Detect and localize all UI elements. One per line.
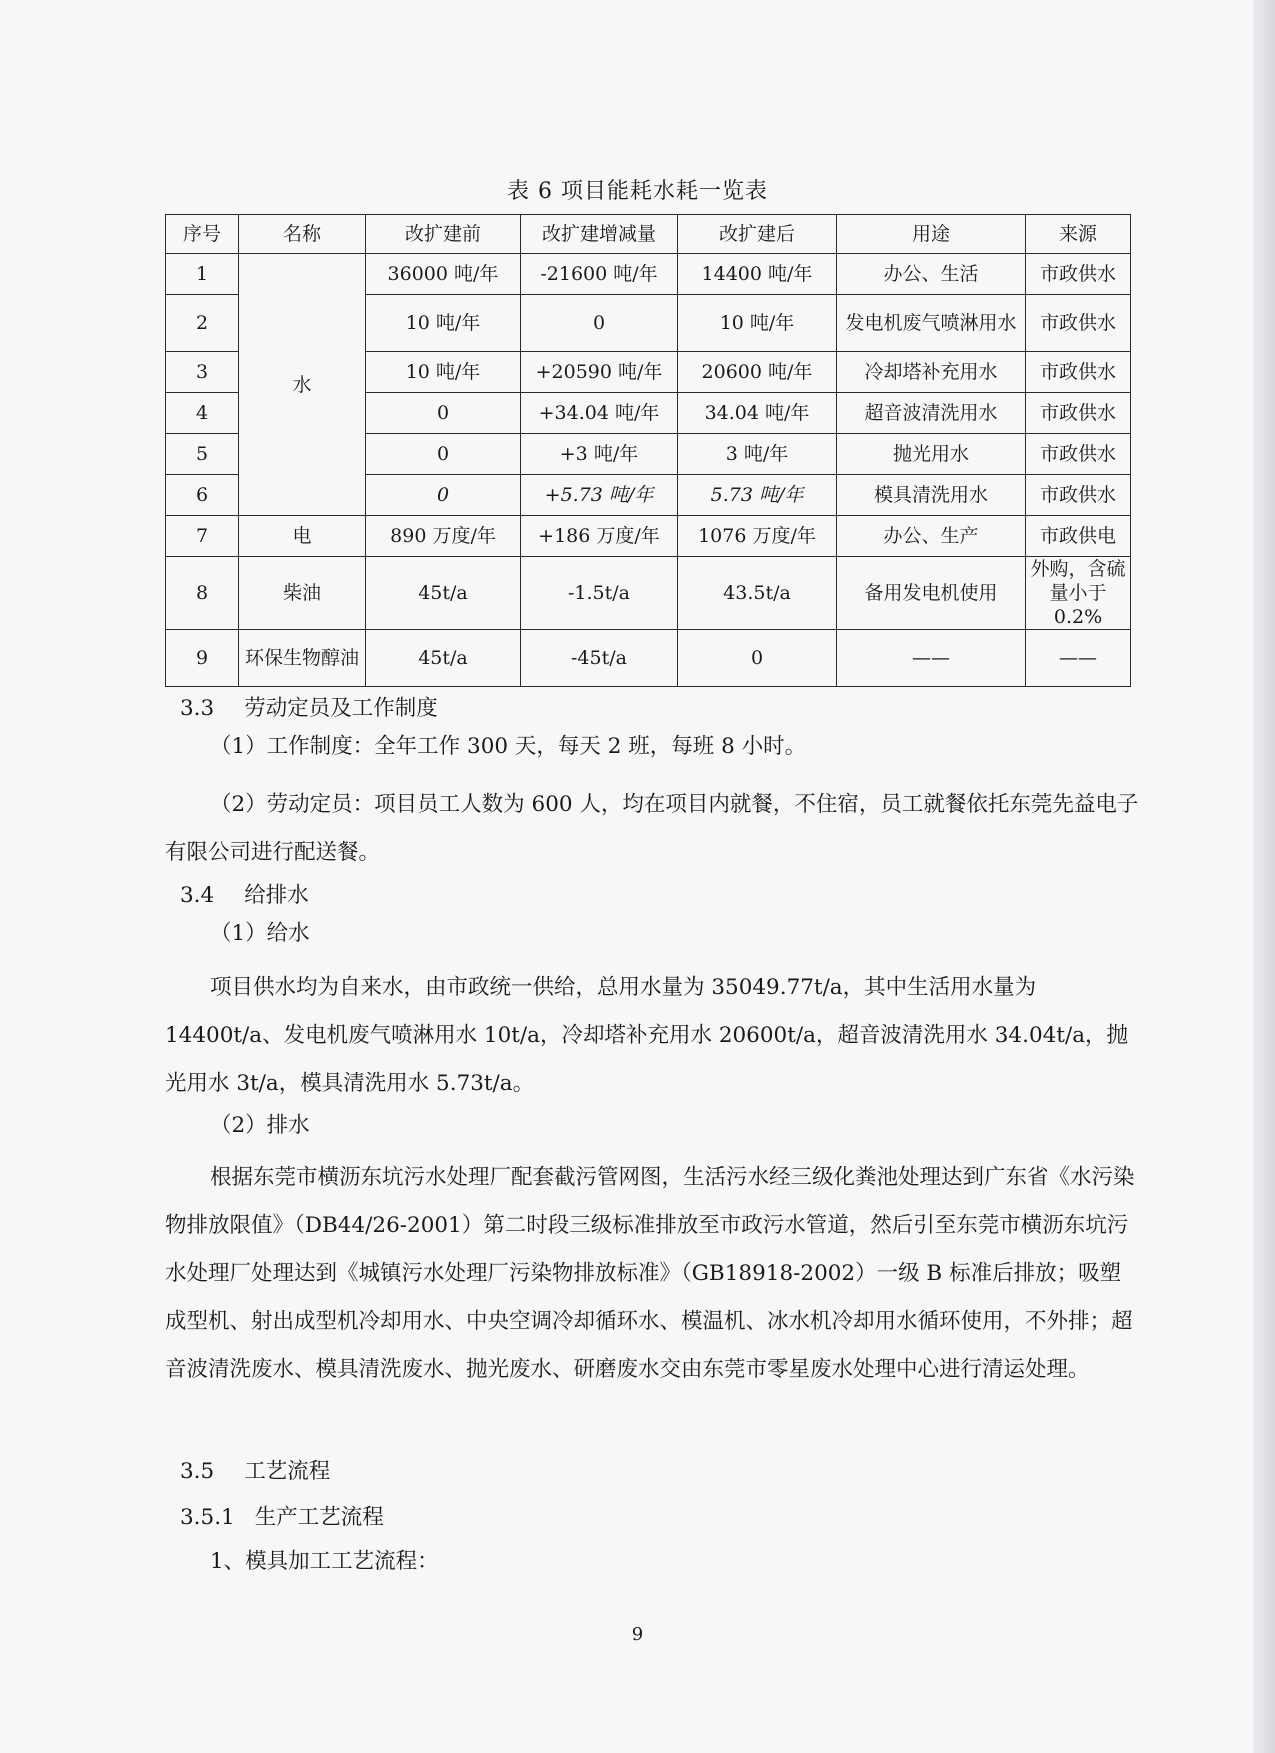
cell-use: 备用发电机使用 — [837, 557, 1026, 630]
work-schedule-text: （1）工作制度：全年工作 300 天，每天 2 班，每班 8 小时。 — [210, 734, 807, 759]
cell-before: 890 万度/年 — [366, 516, 521, 557]
section-number: 3.5 — [180, 1459, 215, 1484]
cell-source: 市政供电 — [1026, 516, 1131, 557]
cell-before: 45t/a — [366, 557, 521, 630]
cell-after: 10 吨/年 — [678, 295, 837, 352]
cell-use: 发电机废气喷淋用水 — [837, 295, 1026, 352]
cell-source: 市政供水 — [1026, 434, 1131, 475]
cell-before: 36000 吨/年 — [366, 254, 521, 295]
cell-change: -45t/a — [521, 630, 678, 687]
section-3-3-heading — [180, 691, 438, 722]
cell-change: +5.73 吨/年 — [521, 475, 678, 516]
table-row — [166, 516, 1131, 557]
cell-use: 办公、生产 — [837, 516, 1026, 557]
section-3-5-1-heading — [180, 1500, 384, 1531]
page-edge — [1253, 0, 1275, 1753]
cell-no: 1 — [166, 254, 239, 295]
cell-change: +186 万度/年 — [521, 516, 678, 557]
cell-source: —— — [1026, 630, 1131, 687]
cell-no: 4 — [166, 393, 239, 434]
cell-name: 柴油 — [239, 557, 366, 630]
drainage-text: 根据东莞市横沥东坑污水处理厂配套截污管网图，生活污水经三级化粪池处理达到广东省《水污染物排放限值》（DB44/26-2001）第二时段三级标准排放至市政污水管道，然后引至东莞市横沥东坑污水处理厂处理达到《城镇污水处理厂污染物排放标准》（GB18918-2002）一级 B 标准后排放；吸塑成型机、射出成型机冷却用水、中央空调冷却循环水、模温机、冰水机冷却用水循环使用，不外排；超音波清洗废水、模具清洗废水、抛光废水、研磨废水交由东莞市零星废水处理中心进行清运处理。 — [165, 1165, 1135, 1382]
cell-change: -1.5t/a — [521, 557, 678, 630]
cell-source: 市政供水 — [1026, 254, 1131, 295]
header-source: 来源 — [1026, 215, 1131, 254]
cell-before: 10 吨/年 — [366, 352, 521, 393]
section-title: 工艺流程 — [244, 1459, 331, 1484]
header-change: 改扩建增减量 — [521, 215, 678, 254]
section-3-5-heading — [180, 1454, 330, 1485]
page-number: 9 — [631, 1624, 644, 1645]
section-number: 3.3 — [180, 696, 215, 721]
cell-no: 5 — [166, 434, 239, 475]
water-supply-text: 项目供水均为自来水，由市政统一供给，总用水量为 35049.77t/a，其中生活用水量为 14400t/a、发电机废气喷淋用水 10t/a，冷却塔补充用水 20600t/a，超音波清洗用水 34.04t/a，抛光用水 3t/a，模具清洗用水 5.73t/a。 — [165, 975, 1129, 1096]
cell-before: 0 — [366, 434, 521, 475]
cell-source: 市政供水 — [1026, 295, 1131, 352]
header-before: 改扩建前 — [366, 215, 521, 254]
cell-use: 模具清洗用水 — [837, 475, 1026, 516]
cell-no: 8 — [166, 557, 239, 630]
mold-process-item: 1、模具加工工艺流程： — [210, 1549, 439, 1574]
table-row — [166, 557, 1131, 630]
cell-use: 办公、生活 — [837, 254, 1026, 295]
cell-use: 冷却塔补充用水 — [837, 352, 1026, 393]
cell-source: 外购，含硫量小于 0.2% — [1026, 557, 1131, 630]
header-use: 用途 — [837, 215, 1026, 254]
header-after: 改扩建后 — [678, 215, 837, 254]
cell-no: 9 — [166, 630, 239, 687]
cell-before: 0 — [366, 475, 521, 516]
cell-after: 43.5t/a — [678, 557, 837, 630]
section-title: 劳动定员及工作制度 — [244, 696, 438, 721]
cell-after: 1076 万度/年 — [678, 516, 837, 557]
cell-change: +20590 吨/年 — [521, 352, 678, 393]
cell-name: 电 — [239, 516, 366, 557]
table-header-row — [166, 215, 1131, 254]
cell-change: -21600 吨/年 — [521, 254, 678, 295]
section-title: 给排水 — [244, 883, 309, 908]
table-row — [166, 630, 1131, 687]
cell-no: 7 — [166, 516, 239, 557]
water-supply-subheading: （1）给水 — [210, 921, 310, 946]
section-number: 3.4 — [180, 883, 215, 908]
cell-after: 5.73 吨/年 — [678, 475, 837, 516]
drainage-subheading: （2）排水 — [210, 1113, 310, 1138]
cell-change: +3 吨/年 — [521, 434, 678, 475]
table-caption: 表 6 项目能耗水耗一览表 — [507, 179, 768, 204]
energy-water-table — [165, 214, 1131, 687]
cell-change: 0 — [521, 295, 678, 352]
cell-after: 14400 吨/年 — [678, 254, 837, 295]
cell-no: 2 — [166, 295, 239, 352]
cell-no: 6 — [166, 475, 239, 516]
cell-after: 3 吨/年 — [678, 434, 837, 475]
cell-change: +34.04 吨/年 — [521, 393, 678, 434]
cell-source: 市政供水 — [1026, 393, 1131, 434]
cell-no: 3 — [166, 352, 239, 393]
header-no: 序号 — [166, 215, 239, 254]
cell-name-water: 水 — [239, 254, 366, 516]
cell-after: 0 — [678, 630, 837, 687]
header-name: 名称 — [239, 215, 366, 254]
cell-before: 10 吨/年 — [366, 295, 521, 352]
cell-source: 市政供水 — [1026, 475, 1131, 516]
section-title: 生产工艺流程 — [254, 1505, 384, 1530]
cell-use: 抛光用水 — [837, 434, 1026, 475]
section-3-4-heading — [180, 878, 309, 909]
cell-before: 45t/a — [366, 630, 521, 687]
section-number: 3.5.1 — [180, 1505, 235, 1530]
cell-name: 环保生物醇油 — [239, 630, 366, 687]
cell-after: 20600 吨/年 — [678, 352, 837, 393]
cell-use: 超音波清洗用水 — [837, 393, 1026, 434]
staffing-text: （2）劳动定员：项目员工人数为 600 人，均在项目内就餐，不住宿，员工就餐依托东莞先益电子有限公司进行配送餐。 — [165, 792, 1139, 865]
cell-before: 0 — [366, 393, 521, 434]
cell-source: 市政供水 — [1026, 352, 1131, 393]
cell-use: —— — [837, 630, 1026, 687]
table-row — [166, 254, 1131, 295]
cell-after: 34.04 吨/年 — [678, 393, 837, 434]
